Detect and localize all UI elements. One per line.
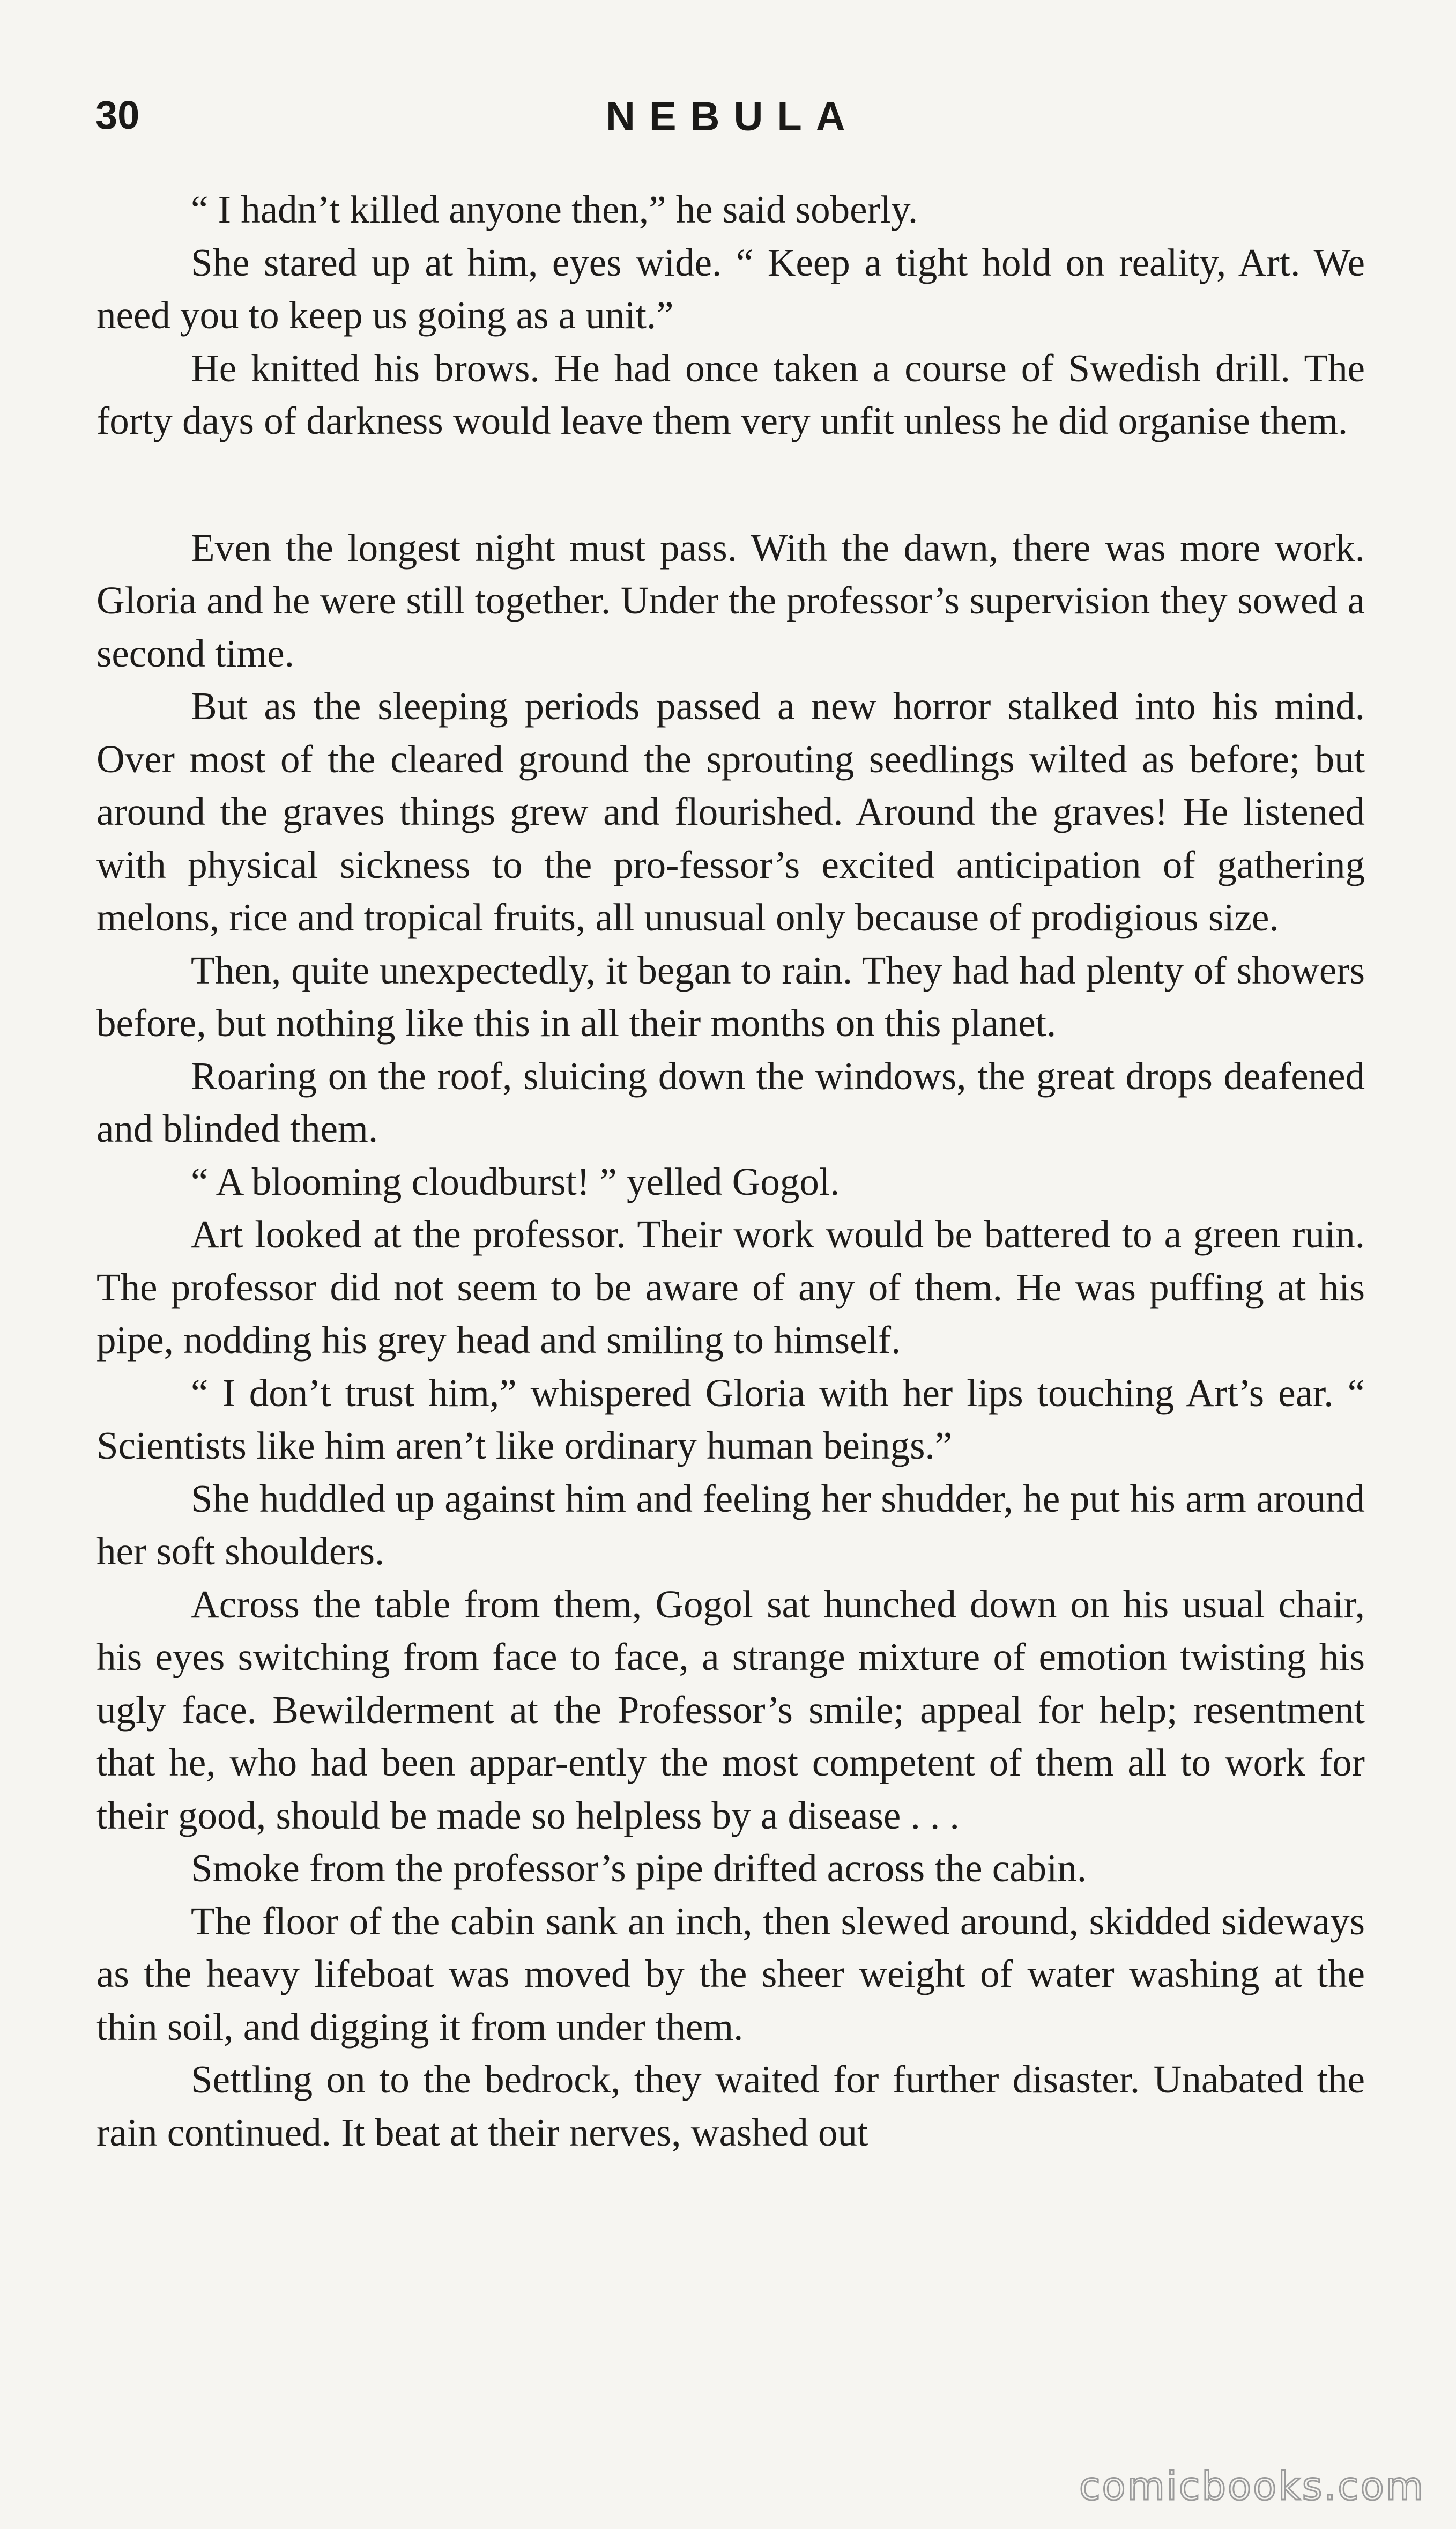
running-title: NEBULA: [606, 94, 859, 139]
text-body: [96, 183, 1365, 2159]
paragraph: Smoke from the professor’s pipe drifted across the cabin.: [191, 1846, 1087, 1890]
paragraph: He knitted his brows. He had once taken a course of Swedish drill. The forty days of darkness would leave them very unfit unless he did organise them.: [96, 346, 1365, 442]
paragraph: The floor of the cabin sank an inch, then slewed around, skidded sideways as the heavy lifeboat was moved by the sheer weight of water washing at the thin soil, and digging it from under them.: [96, 1899, 1365, 2049]
paragraph: Then, quite unexpectedly, it began to rain. They had had plenty of showers before, but nothing like this in all their months on this planet.: [96, 948, 1365, 1045]
paragraph: Across the table from them, Gogol sat hunched down on his usual chair, his eyes switching from face to face, a strange mixture of emotion twisting his ugly face. Bewilderment at the Professor’s smile; appeal for help; resentment that he, who had been appar-ently the most competent of them all to work for their good, should be made so helpless by a disease . . .: [96, 1582, 1365, 1837]
paragraph: Art looked at the professor. Their work would be battered to a green ruin. The professor did not seem to be aware of any of them. He was puffing at his pipe, nodding his grey head and smiling to himself.: [96, 1212, 1365, 1362]
paragraph: “ A blooming cloudburst! ” yelled Gogol.: [191, 1159, 840, 1203]
paragraph: Even the longest night must pass. With the dawn, there was more work. Gloria and he were still together. Under the professor’s supervision they sowed a second time.: [96, 526, 1365, 675]
watermark: comicbooks.com: [1079, 2464, 1425, 2509]
paragraph: “ I don’t trust him,” whispered Gloria with her lips touching Art’s ear. “ Scientists like him aren’t like ordinary human beings.”: [96, 1371, 1365, 1467]
paragraph: She stared up at him, eyes wide. “ Keep a tight hold on reality, Art. We need you to keep us going as a unit.”: [96, 240, 1365, 337]
paragraph: But as the sleeping periods passed a new horror stalked into his mind. Over most of the cleared ground the sprouting seedlings wilted as before; but around the graves things grew and flourished. Around the graves! He listened with physical sickness to the pro-fessor’s excited anticipation of gathering melons, rice and tropical fruits, all unusual only because of prodigious size.: [96, 684, 1365, 939]
paragraph: “ I hadn’t killed anyone then,” he said soberly.: [191, 188, 918, 231]
paragraph: Settling on to the bedrock, they waited for further disaster. Unabated the rain continued. It beat at their nerves, washed out: [96, 2058, 1365, 2154]
page-number: 30: [95, 93, 140, 137]
paragraph: Roaring on the roof, sluicing down the windows, the great drops deafened and blinded them.: [96, 1054, 1365, 1150]
paragraph: She huddled up against him and feeling her shudder, he put his arm around her soft shoulders.: [96, 1476, 1365, 1573]
